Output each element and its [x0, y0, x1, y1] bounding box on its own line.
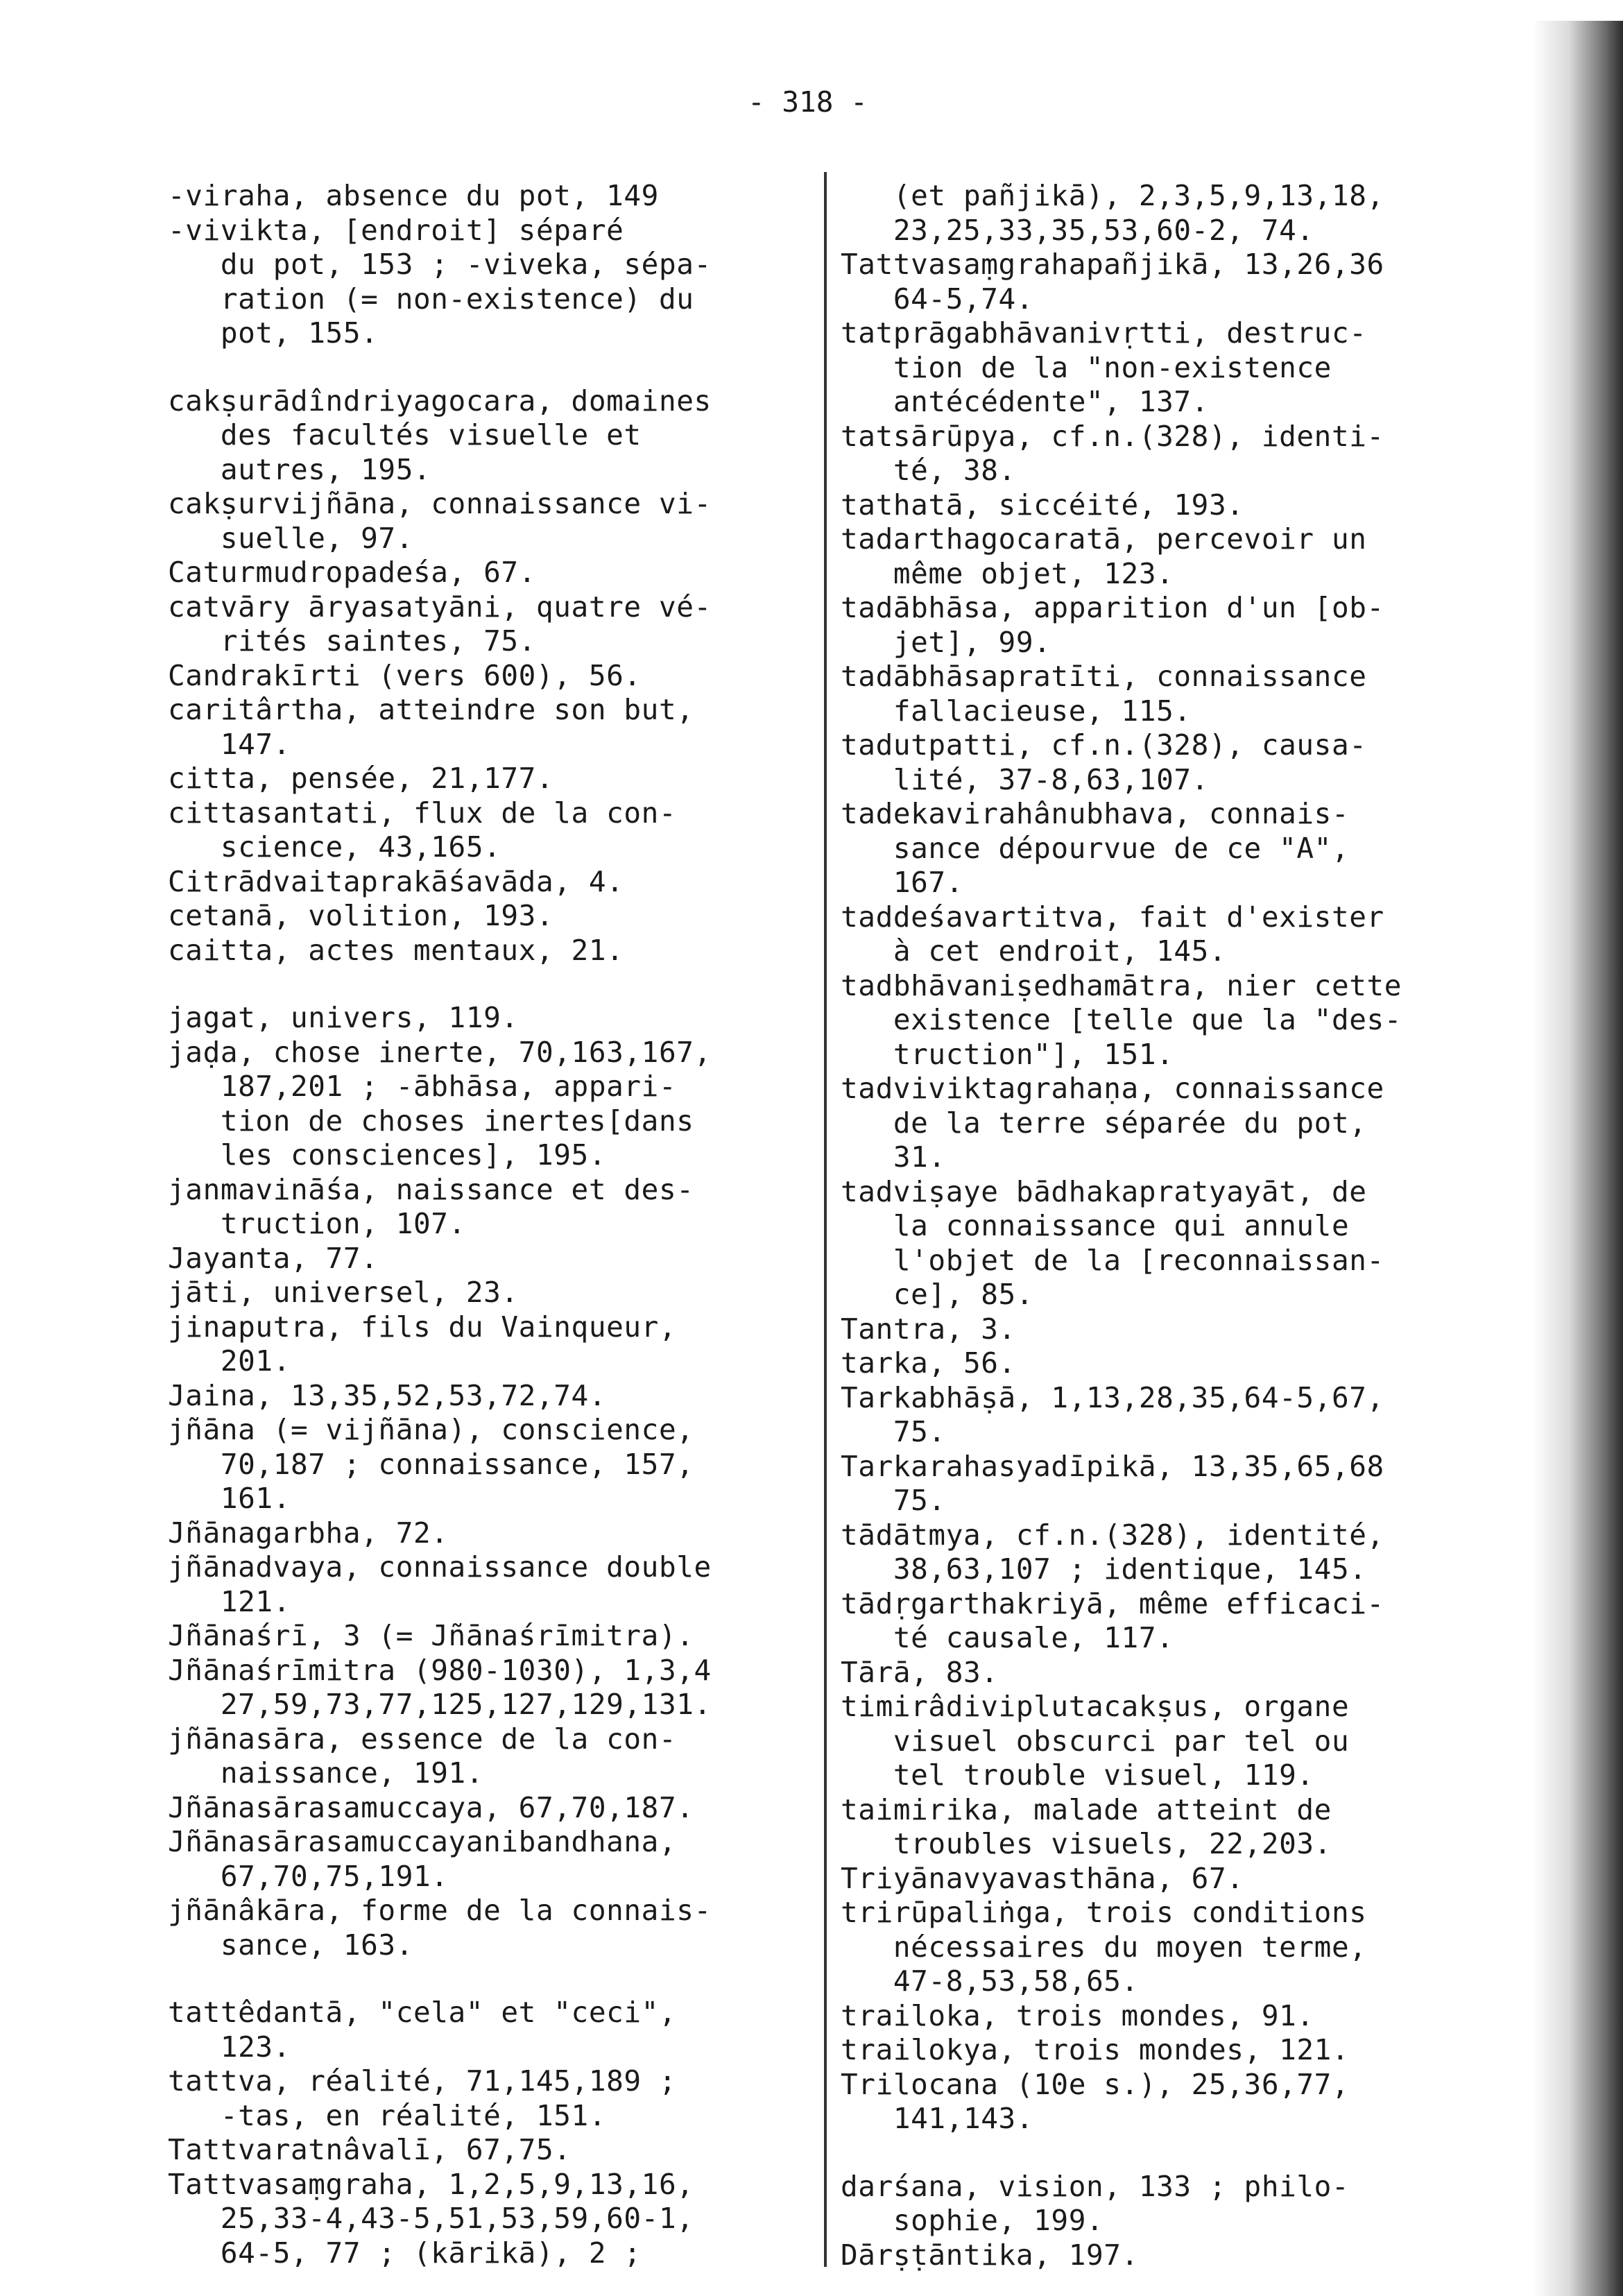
index-entry-line: 123. [168, 2030, 291, 2064]
index-entry-line: sophie, 199. [841, 2204, 1104, 2237]
index-entry [841, 1862, 1520, 1896]
index-column-left [168, 179, 820, 2270]
index-entry-line: taimirika, malade atteint de [841, 1792, 1332, 1826]
index-entry-line: Tarkarahasyadīpikā, 13,35,65,68 [841, 1449, 1384, 1483]
index-entry-line: ce], 85. [841, 1278, 1034, 1311]
index-entry-line: Jñānaśrīmitra (980-1030), 1,3,4 [168, 1653, 712, 1687]
index-entry-line: tadābhāsa, apparition d'un [ob- [841, 591, 1384, 624]
index-entry-line: Tarkabhāṣā, 1,13,28,35,64-5,67, [841, 1380, 1384, 1414]
index-entry-line: jet], 99. [841, 625, 1051, 659]
index-entry-line: cetanā, volition, 193. [168, 899, 554, 932]
index-entry-line: caritârtha, atteindre son but, [168, 693, 694, 726]
index-entry [841, 1346, 1520, 1381]
index-entry-line: existence [telle que la "des- [841, 1003, 1402, 1036]
index-entry-line: jñānadvaya, connaissance double [168, 1550, 712, 1584]
index-entry-line: cittasantati, flux de la con- [168, 796, 677, 830]
index-entry-line: tadābhāsapratīti, connaissance [841, 660, 1367, 693]
index-entry-line: nécessaires du moyen terme, [841, 1930, 1367, 1964]
index-entry [168, 1516, 820, 1551]
index-entry [841, 900, 1520, 969]
index-entry-line: sance dépourvue de ce "A", [841, 831, 1350, 865]
index-entry [841, 248, 1520, 316]
section-gap [168, 351, 820, 384]
index-entry-line: Jñānasārasamuccaya, 67,70,187. [168, 1790, 694, 1824]
section-gap [168, 1962, 820, 1996]
index-entry [841, 2238, 1520, 2273]
index-entry [841, 316, 1520, 420]
index-entry-line: timirâdiviplutacakṣus, organe [841, 1690, 1350, 1723]
index-entry-line: pot, 155. [168, 316, 379, 350]
index-entry [841, 1175, 1520, 1312]
index-entry [841, 2068, 1520, 2136]
index-entry-line: trirūpaliṅga, trois conditions [841, 1896, 1367, 1929]
index-entry-line: tel trouble visuel, 119. [841, 1758, 1314, 1792]
index-entry-line: tādṛgarthakriyā, même efficaci- [841, 1586, 1384, 1620]
index-entry [168, 1310, 820, 1379]
index-entry-line: fallacieuse, 115. [841, 694, 1192, 728]
index-entry-line: 75. [841, 1484, 946, 1517]
index-entry-line: Jñānaśrī, 3 (= Jñānaśrīmitra). [168, 1619, 694, 1652]
index-entry-line: antécédente", 137. [841, 385, 1209, 418]
index-entry-line: 75. [841, 1415, 946, 1448]
index-entry-line: les consciences], 195. [168, 1138, 607, 1172]
index-entry-line: jagat, univers, 119. [168, 1001, 519, 1034]
index-entry [168, 796, 820, 865]
index-entry [168, 899, 820, 934]
index-entry [168, 1036, 820, 1173]
index-entry [168, 1825, 820, 1894]
index-entry-line: du pot, 153 ; -viveka, sépa- [168, 248, 712, 281]
index-entry [168, 1379, 820, 1414]
index-entry [168, 1619, 820, 1654]
index-entry [841, 1793, 1520, 1862]
index-entry-line: Jayanta, 77. [168, 1241, 379, 1275]
index-entry [841, 969, 1520, 1072]
index-entry [841, 1450, 1520, 1518]
index-entry-line: jñānâkāra, forme de la connais- [168, 1894, 712, 1927]
index-entry [841, 2033, 1520, 2068]
index-entry-line: tatprāgabhāvanivṛtti, destruc- [841, 316, 1367, 350]
index-column-right [841, 179, 1520, 2272]
index-entry-line: tattêdantā, "cela" et "ceci", [168, 1996, 677, 2029]
index-entry-line: tarka, 56. [841, 1346, 1016, 1380]
index-entry-line: trailokya, trois mondes, 121. [841, 2033, 1350, 2066]
index-entry-line: cakṣurvijñāna, connaissance vi- [168, 487, 712, 520]
index-entry [841, 2170, 1520, 2238]
index-entry [168, 1654, 820, 1722]
index-entry [841, 591, 1520, 660]
index-entry-line: truction"], 151. [841, 1037, 1174, 1071]
index-entry-line: même objet, 123. [841, 556, 1174, 590]
index-entry [168, 659, 820, 694]
index-entry-line: 64-5,74. [841, 282, 1034, 316]
index-entry-line: Tattvasaṃgrahapañjikā, 13,26,36 [841, 248, 1384, 281]
index-entry-line: tadviviktagrahaṇa, connaissance [841, 1072, 1384, 1105]
index-entry-line: tatsārūpya, cf.n.(328), identi- [841, 419, 1384, 453]
index-entry [841, 1896, 1520, 1999]
index-entry [841, 1312, 1520, 1347]
index-entry [168, 1550, 820, 1619]
index-entry-line: jñāna (= vijñāna), conscience, [168, 1413, 694, 1446]
index-entry [841, 1518, 1520, 1587]
index-entry-line: 147. [168, 727, 291, 761]
index-entry-line: visuel obscurci par tel ou [841, 1724, 1350, 1758]
index-entry-line: Caturmudropadeśa, 67. [168, 556, 536, 589]
index-entry [168, 590, 820, 659]
index-entry-line: 141,143. [841, 2102, 1034, 2135]
index-entry-line: jāti, universel, 23. [168, 1276, 519, 1309]
index-entry [168, 762, 820, 796]
index-entry-line: tion de choses inertes[dans [168, 1104, 694, 1138]
index-entry-line: troubles visuels, 22,203. [841, 1827, 1332, 1860]
index-entry-line: tion de la "non-existence [841, 350, 1332, 384]
index-entry [168, 865, 820, 900]
index-entry-line: Tattvasaṃgraha, 1,2,5,9,13,16, [168, 2167, 694, 2201]
index-entry [841, 797, 1520, 900]
index-entry-line: Jñānasārasamuccayanibandhana, [168, 1825, 677, 1858]
index-entry-line: janmavināśa, naissance et des- [168, 1172, 694, 1206]
index-entry-line: lité, 37-8,63,107. [841, 762, 1209, 796]
index-entry-line: tadutpatti, cf.n.(328), causa- [841, 728, 1367, 762]
index-entry-line: à cet endroit, 145. [841, 934, 1227, 968]
index-entry-line: -vivikta, [endroit] séparé [168, 213, 624, 247]
index-entry [841, 1381, 1520, 1450]
index-entry-line: Citrādvaitaprakāśavāda, 4. [168, 864, 624, 898]
index-entry-line: -tas, en réalité, 151. [168, 2098, 607, 2132]
index-entry-line: naissance, 191. [168, 1756, 484, 1790]
index-entry-line: Jñānagarbha, 72. [168, 1516, 449, 1550]
column-divider [824, 172, 827, 2267]
index-entry-line: sance, 163. [168, 1928, 413, 1962]
index-entry [841, 1072, 1520, 1175]
index-entry [168, 1276, 820, 1310]
index-entry [168, 1996, 820, 2064]
index-entry [168, 2064, 820, 2133]
index-entry-line: des facultés visuelle et [168, 418, 642, 452]
section-gap [841, 2136, 1520, 2170]
index-entry-line: 64-5, 77 ; (kārikā), 2 ; [168, 2236, 642, 2270]
index-entry-line: citta, pensée, 21,177. [168, 762, 554, 795]
index-entry-line: tattva, réalité, 71,145,189 ; [168, 2064, 677, 2098]
index-entry-line: jñānasāra, essence de la con- [168, 1722, 677, 1756]
index-entry [841, 488, 1520, 523]
index-entry-line: Dārṣṭāntika, 197. [841, 2238, 1139, 2272]
index-entry-line: 25,33-4,43-5,51,53,59,60-1, [168, 2202, 694, 2235]
scan-shadow-edge [1533, 21, 1623, 2296]
index-entry [168, 179, 820, 351]
index-entry-line: taddeśavartitva, fait d'exister [841, 900, 1384, 934]
index-entry-line: rités saintes, 75. [168, 624, 536, 658]
index-entry-line: de la terre séparée du pot, [841, 1106, 1367, 1140]
index-entry-line: trailoka, trois mondes, 91. [841, 1998, 1314, 2032]
index-entry-line: 23,25,33,35,53,60-2, 74. [841, 213, 1314, 247]
index-entry [841, 522, 1520, 591]
index-entry-line: 167. [841, 866, 963, 899]
index-entry-line: suelle, 97. [168, 521, 413, 555]
index-entry-line: science, 43,165. [168, 830, 501, 864]
index-entry-line: tadbhāvaniṣedhamātra, nier cette [841, 968, 1402, 1002]
index-entry-line: ration (= non-existence) du [168, 282, 694, 316]
index-entry-line: cakṣurādîndriyagocara, domaines [168, 384, 712, 418]
index-entry-line: Tārā, 83. [841, 1655, 999, 1689]
index-entry-line: tadekavirahânubhava, connais- [841, 797, 1350, 830]
index-entry [168, 934, 820, 968]
index-entry [841, 179, 1520, 248]
index-entry [168, 1242, 820, 1276]
index-entry [841, 660, 1520, 728]
index-entry [168, 1894, 820, 1962]
index-entry-line: 121. [168, 1584, 291, 1618]
index-entry-line: jaḍa, chose inerte, 70,163,167, [168, 1035, 712, 1069]
index-entry [841, 728, 1520, 797]
index-entry-line: l'objet de la [reconnaissan- [841, 1243, 1384, 1277]
index-entry-line: tadarthagocaratā, percevoir un [841, 522, 1367, 556]
index-entry [841, 1587, 1520, 1656]
index-entry [168, 1791, 820, 1826]
index-entry-line: tadviṣaye bādhakapratyayāt, de [841, 1174, 1367, 1208]
index-entry [841, 420, 1520, 488]
index-entry [168, 1173, 820, 1242]
index-entry-line: darśana, vision, 133 ; philo- [841, 2169, 1350, 2203]
section-gap [168, 968, 820, 1001]
index-entry-line: 70,187 ; connaissance, 157, [168, 1447, 694, 1481]
index-entry-line: Jaina, 13,35,52,53,72,74. [168, 1378, 607, 1412]
index-entry [168, 2133, 820, 2168]
index-entry-line: Triyānavyavasthāna, 67. [841, 1861, 1244, 1895]
index-entry-line: autres, 195. [168, 452, 431, 486]
index-entry [168, 556, 820, 590]
index-entry-line: Candrakīrti (vers 600), 56. [168, 658, 642, 692]
index-entry-line: 47-8,53,58,65. [841, 1964, 1139, 1998]
index-entry-line: 161. [168, 1482, 291, 1515]
index-entry-line: (et pañjikā), 2,3,5,9,13,18, [841, 179, 1384, 212]
index-entry-line: té causale, 117. [841, 1621, 1174, 1654]
index-entry-line: Tantra, 3. [841, 1312, 1016, 1346]
index-entry-line: 38,63,107 ; identique, 145. [841, 1552, 1367, 1586]
index-entry-line: 27,59,73,77,125,127,129,131. [168, 1688, 712, 1721]
index-entry-line: 31. [841, 1140, 946, 1174]
index-entry [841, 1690, 1520, 1793]
index-entry-line: catvāry āryasatyāni, quatre vé- [168, 590, 712, 624]
index-entry-line: 201. [168, 1344, 291, 1378]
index-entry [168, 693, 820, 762]
index-entry-line: 187,201 ; -ābhāsa, appari- [168, 1070, 677, 1103]
index-entry-line: té, 38. [841, 454, 1016, 487]
index-entry [168, 1722, 820, 1791]
index-entry-line: truction, 107. [168, 1207, 466, 1240]
index-entry-line: 67,70,75,191. [168, 1859, 449, 1893]
page-number: - 318 - [748, 85, 868, 119]
index-entry [168, 384, 820, 488]
index-entry-line: jinaputra, fils du Vainqueur, [168, 1310, 677, 1344]
index-entry [168, 1413, 820, 1516]
index-entry-line: tādātmya, cf.n.(328), identité, [841, 1518, 1384, 1552]
index-entry-line: caitta, actes mentaux, 21. [168, 933, 624, 967]
index-entry [168, 487, 820, 556]
index-entry-line: -viraha, absence du pot, 149 [168, 179, 659, 212]
index-entry [168, 1001, 820, 1036]
index-entry-line: Trilocana (10e s.), 25,36,77, [841, 2067, 1350, 2101]
index-entry-line: la connaissance qui annule [841, 1209, 1350, 1242]
index-entry [841, 1999, 1520, 2034]
index-entry-line: tathatā, siccéité, 193. [841, 488, 1244, 522]
index-entry-line: Tattvaratnâvalī, 67,75. [168, 2133, 572, 2166]
index-entry [841, 1656, 1520, 1690]
index-entry [168, 2168, 820, 2271]
